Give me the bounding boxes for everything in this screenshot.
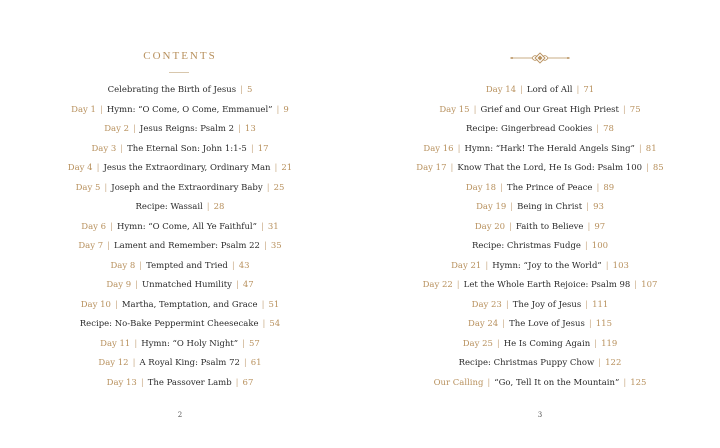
toc-entry-label: Day 17 — [416, 163, 447, 173]
separator: | — [485, 260, 489, 271]
toc-entry-title: Lord of All — [526, 85, 573, 95]
toc-entry-title: The Joy of Jesus — [512, 299, 582, 310]
toc-entry-title: Hymn: “Hark! The Herald Angels Sing” — [464, 143, 635, 154]
toc-entry-label: Day 7 — [78, 241, 104, 251]
toc-entry — [360, 276, 720, 296]
toc-entry-page: 51 — [268, 299, 280, 310]
toc-entry-page: 107 — [641, 280, 658, 290]
separator: | — [263, 241, 267, 251]
toc-entry — [360, 120, 720, 140]
separator: | — [99, 104, 103, 115]
toc-entry-page: 115 — [595, 319, 612, 329]
separator: | — [500, 182, 503, 193]
separator: | — [274, 163, 278, 173]
separator: | — [510, 202, 514, 212]
toc-entry-label: Day 22 — [422, 280, 453, 290]
toc-entry — [0, 237, 360, 257]
toc-entry-page: 97 — [594, 221, 606, 232]
toc-entry — [0, 296, 360, 316]
separator: | — [584, 241, 588, 251]
separator: | — [646, 163, 649, 173]
toc-entry — [0, 101, 360, 121]
toc-entry-title: Recipe: Wassail — [135, 202, 203, 212]
toc-entry-page: 61 — [250, 358, 262, 368]
separator: | — [133, 124, 136, 134]
toc-entry-page: 125 — [630, 377, 647, 388]
separator: | — [487, 377, 491, 388]
toc-entry — [360, 179, 720, 199]
toc-entry — [0, 335, 360, 355]
toc-entry-title: Being in Christ — [517, 202, 583, 212]
toc-entry-page: 85 — [652, 163, 664, 173]
toc-entry-title: Lament and Remember: Psalm 22 — [113, 241, 260, 251]
toc-entry-label: Day 25 — [462, 338, 493, 349]
toc-entry-label: Day 15 — [439, 104, 470, 115]
heading-rule — [169, 72, 189, 73]
separator: | — [588, 319, 592, 329]
toc-entry-title: Martha, Temptation, and Grace — [121, 299, 258, 310]
separator: | — [505, 299, 509, 310]
separator: | — [238, 124, 241, 134]
toc-entry-page: 89 — [603, 182, 615, 193]
toc-entry-page: 54 — [269, 319, 281, 329]
toc-entry-page: 31 — [267, 221, 279, 232]
toc-entry — [0, 354, 360, 374]
toc-entry-title: Hymn: “O Come, All Ye Faithful” — [116, 221, 257, 232]
toc-entry-page: 71 — [583, 85, 595, 95]
separator: | — [276, 104, 280, 115]
separator: | — [587, 221, 591, 232]
toc-entry-label: Day 21 — [451, 260, 482, 271]
separator: | — [594, 338, 598, 349]
toc-entry-label: Day 8 — [110, 260, 136, 271]
separator: | — [520, 85, 523, 95]
toc-entry — [360, 335, 720, 355]
toc-entry-label: Day 12 — [98, 358, 129, 368]
separator: | — [623, 377, 627, 388]
toc-entry-label: Day 13 — [106, 377, 137, 388]
page-number: 3 — [537, 411, 543, 419]
separator: | — [235, 280, 239, 290]
toc-entry-label: Day 16 — [423, 143, 454, 154]
toc-entry-title: The Love of Jesus — [509, 319, 585, 329]
separator: | — [135, 280, 139, 290]
separator: | — [261, 299, 265, 310]
toc-entry-label: Day 1 — [71, 104, 96, 115]
toc-entry-page: 9 — [283, 104, 289, 115]
separator: | — [596, 124, 600, 134]
toc-list-left — [0, 81, 360, 393]
toc-entry — [360, 315, 720, 335]
toc-entry-label: Day 19 — [476, 202, 507, 212]
toc-entry-page: 75 — [629, 104, 641, 115]
toc-entry — [360, 296, 720, 316]
separator: | — [250, 143, 254, 154]
separator: | — [456, 280, 460, 290]
toc-entry-page: 13 — [244, 124, 256, 134]
separator: | — [134, 338, 138, 349]
toc-entry-title: A Royal King: Psalm 72 — [139, 358, 240, 368]
toc-entry-title: Let the Whole Earth Rejoice: Psalm 98 — [463, 280, 631, 290]
ornament-divider-icon — [508, 52, 572, 64]
toc-entry-title: Hymn: “O Holy Night” — [141, 338, 239, 349]
separator: | — [586, 202, 590, 212]
separator: | — [450, 163, 454, 173]
toc-entry-page: 5 — [246, 85, 253, 95]
toc-entry-label: Day 23 — [471, 299, 502, 310]
toc-entry-title: “Go, Tell It on the Mountain” — [494, 377, 620, 388]
separator: | — [509, 221, 512, 232]
toc-entry-page: 78 — [603, 124, 614, 134]
toc-entry — [0, 159, 360, 179]
separator: | — [605, 260, 609, 271]
separator: | — [598, 358, 602, 368]
separator: | — [243, 358, 247, 368]
toc-entry-label: Our Calling — [433, 377, 484, 388]
toc-entry-page: 67 — [242, 377, 254, 388]
separator: | — [266, 182, 270, 193]
page-number: 2 — [177, 411, 183, 419]
toc-entry-title: Hymn: “O Come, O Come, Emmanuel” — [106, 104, 273, 115]
toc-entry-page: 100 — [591, 241, 609, 251]
separator: | — [110, 221, 113, 232]
toc-entry-title: Know That the Lord, He Is God: Psalm 100 — [457, 163, 643, 173]
toc-entry — [360, 374, 720, 394]
toc-entry-page: 122 — [605, 358, 622, 368]
toc-entry-label: Day 2 — [104, 124, 130, 134]
toc-entry-label: Day 18 — [465, 182, 497, 193]
toc-entry-title: Recipe: Christmas Fudge — [471, 241, 581, 251]
toc-entry-title: The Passover Lamb — [147, 377, 232, 388]
toc-entry-label: Day 11 — [100, 338, 131, 349]
separator: | — [240, 85, 243, 95]
toc-entry-page: 28 — [213, 202, 225, 212]
toc-entry-page: 17 — [257, 143, 269, 154]
separator: | — [502, 319, 506, 329]
toc-entry-page: 81 — [645, 143, 657, 154]
toc-entry — [0, 276, 360, 296]
separator: | — [132, 358, 136, 368]
toc-entry-page: 119 — [601, 338, 618, 349]
toc-entry — [360, 140, 720, 160]
toc-entry-title: Faith to Believe — [515, 221, 584, 232]
separator: | — [107, 241, 110, 251]
toc-entry-page: 47 — [242, 280, 254, 290]
toc-entry — [360, 354, 720, 374]
separator: | — [139, 260, 143, 271]
toc-entry-page: 21 — [281, 163, 293, 173]
toc-entry — [0, 374, 360, 394]
toc-entry — [0, 315, 360, 335]
toc-entry — [0, 140, 360, 160]
toc-entry — [360, 218, 720, 238]
toc-entry — [360, 81, 720, 101]
separator: | — [622, 104, 626, 115]
toc-entry — [0, 179, 360, 199]
separator: | — [120, 143, 124, 154]
right-page — [360, 0, 720, 448]
toc-entry-title: The Prince of Peace — [506, 182, 593, 193]
toc-entry-page: 57 — [249, 338, 260, 349]
toc-entry — [360, 101, 720, 121]
toc-entry — [360, 237, 720, 257]
separator: | — [596, 182, 600, 193]
separator: | — [114, 299, 118, 310]
toc-entry — [360, 257, 720, 277]
separator: | — [473, 104, 477, 115]
toc-entry-label: Day 6 — [81, 221, 107, 232]
contents-heading: CONTENTS — [143, 50, 217, 62]
toc-entry — [0, 198, 360, 218]
separator: | — [262, 319, 266, 329]
toc-entry-title: Recipe: No-Bake Peppermint Cheesecake — [79, 319, 259, 329]
separator: | — [585, 299, 589, 310]
toc-entry-title: Jesus Reigns: Psalm 2 — [139, 124, 235, 134]
toc-entry-title: Jesus the Extraordinary, Ordinary Man — [103, 163, 271, 173]
toc-entry — [0, 81, 360, 101]
toc-entry-label: Day 20 — [474, 221, 506, 232]
toc-entry-label: Day 9 — [106, 280, 132, 290]
separator: | — [206, 202, 210, 212]
toc-entry — [360, 198, 720, 218]
separator: | — [242, 338, 246, 349]
toc-entry-title: He Is Coming Again — [503, 338, 591, 349]
toc-entry — [0, 120, 360, 140]
separator: | — [260, 221, 264, 232]
toc-entry-label: Day 10 — [80, 299, 111, 310]
toc-entry — [0, 218, 360, 238]
separator: | — [104, 182, 108, 193]
separator: | — [235, 377, 239, 388]
separator: | — [634, 280, 638, 290]
toc-entry-label: Day 3 — [91, 143, 117, 154]
toc-entry-title: Tempted and Tried — [146, 260, 228, 271]
toc-entry-title: Grief and Our Great High Priest — [480, 104, 619, 115]
separator: | — [140, 377, 144, 388]
separator: | — [457, 143, 461, 154]
toc-entry-title: Hymn: “Joy to the World” — [492, 260, 602, 271]
toc-entry-title: Celebrating the Birth of Jesus — [107, 85, 237, 95]
toc-entry-title: Unmatched Humility — [142, 280, 232, 290]
separator: | — [638, 143, 642, 154]
toc-entry-title: Recipe: Gingerbread Cookies — [466, 124, 593, 134]
toc-entry-page: 25 — [273, 182, 285, 193]
toc-entry-label: Day 4 — [67, 163, 93, 173]
toc-entry-label: Day 24 — [468, 319, 499, 329]
toc-list-right — [360, 81, 720, 393]
separator: | — [576, 85, 580, 95]
separator: | — [231, 260, 235, 271]
toc-entry-page: 93 — [593, 202, 604, 212]
toc-entry-page: 103 — [612, 260, 629, 271]
toc-entry-page: 43 — [238, 260, 250, 271]
toc-entry — [0, 257, 360, 277]
toc-entry-label: Day 5 — [75, 182, 101, 193]
toc-entry-page: 35 — [270, 241, 282, 251]
toc-entry-page: 111 — [592, 299, 609, 310]
toc-entry-title: Recipe: Christmas Puppy Chow — [458, 358, 595, 368]
toc-entry-title: Joseph and the Extraordinary Baby — [111, 182, 263, 193]
separator: | — [496, 338, 500, 349]
toc-entry-title: The Eternal Son: John 1:1-5 — [127, 143, 247, 154]
separator: | — [96, 163, 100, 173]
toc-entry-label: Day 14 — [485, 85, 517, 95]
toc-entry — [360, 159, 720, 179]
